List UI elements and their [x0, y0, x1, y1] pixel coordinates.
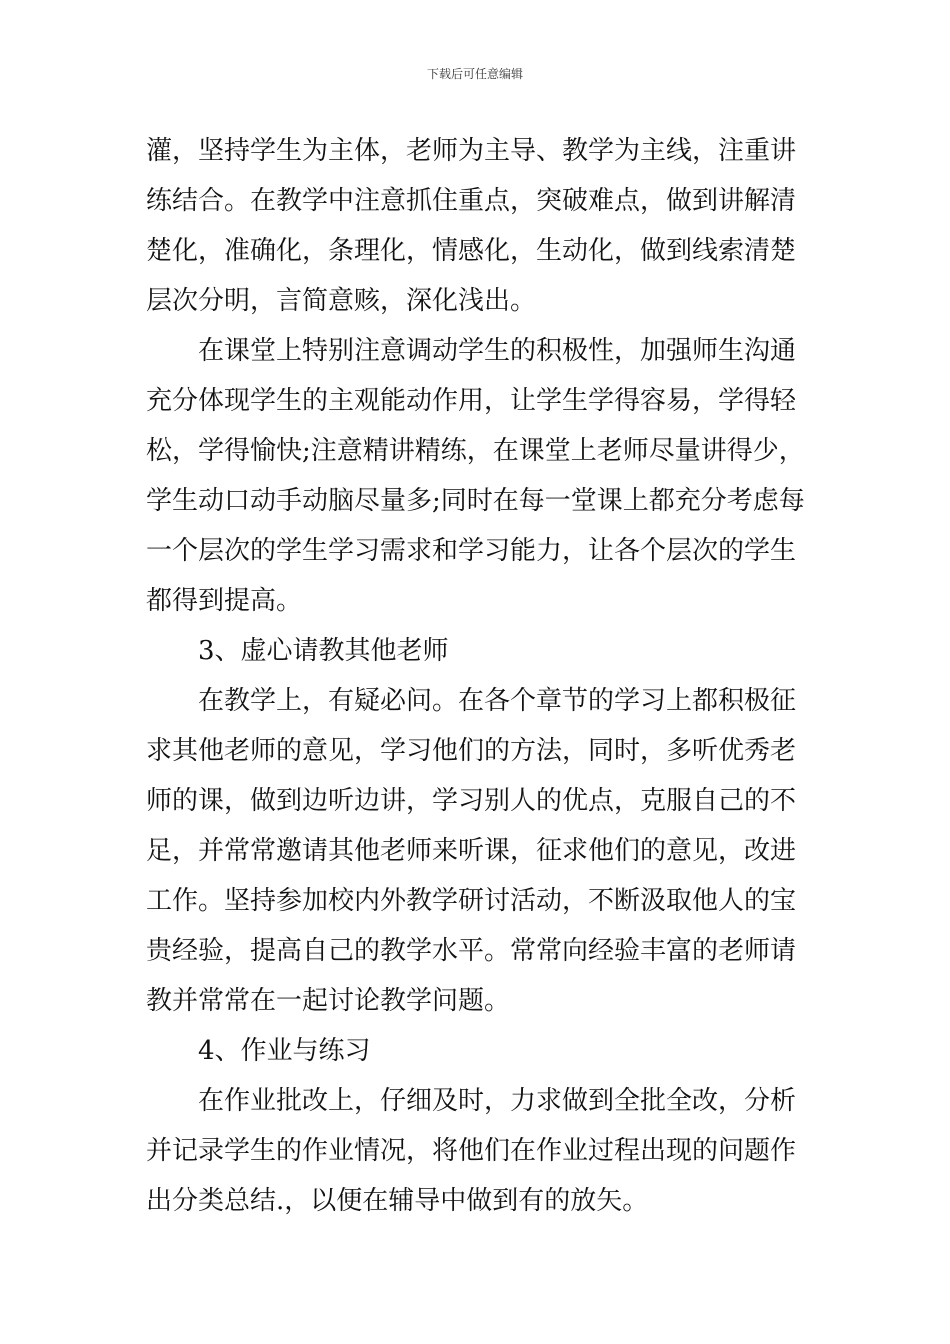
text-line: 在课堂上特别注意调动学生的积极性，加强师生沟通 [146, 336, 797, 366]
text-line: 一个层次的学生学习需求和学习能力，让各个层次的学生 [146, 536, 797, 566]
text-line: 学生动口动手动脑尽量多;同时在每一堂课上都充分考虑每 [146, 486, 805, 516]
section-heading-3 [146, 626, 816, 676]
text-line: 贵经验，提高自己的教学水平。常常向经验丰富的老师请 [146, 936, 797, 966]
text-line: 求其他老师的意见，学习他们的方法，同时，多听优秀老 [146, 736, 797, 766]
text-line: 并记录学生的作业情况，将他们在作业过程出现的问题作 [146, 1136, 797, 1166]
section-heading-text: 4、作业与练习 [146, 1036, 371, 1066]
paragraph-classroom-engagement [146, 326, 816, 626]
text-line: 在教学上，有疑必问。在各个章节的学习上都积极征 [146, 686, 797, 716]
text-line: 松，学得愉快;注意精讲精练，在课堂上老师尽量讲得少， [146, 436, 805, 466]
paragraph-teaching-method [146, 126, 816, 326]
text-line: 足，并常常邀请其他老师来听课，征求他们的意见，改进 [146, 836, 797, 866]
text-line: 层次分明，言简意赅，深化浅出。 [146, 286, 537, 316]
text-line: 在作业批改上，仔细及时，力求做到全批全改，分析 [146, 1086, 797, 1116]
text-line: 练结合。在教学中注意抓住重点，突破难点，做到讲解清 [146, 186, 797, 216]
text-line: 工作。坚持参加校内外教学研讨活动，不断汲取他人的宝 [146, 886, 797, 916]
paragraph-homework [146, 1076, 816, 1226]
text-line: 灌，坚持学生为主体，老师为主导、教学为主线，注重讲 [146, 136, 797, 166]
text-line: 都得到提高。 [146, 586, 303, 616]
paragraph-consult-teachers [146, 676, 816, 1026]
document-body [146, 126, 816, 1226]
text-line: 师的课，做到边听边讲，学习别人的优点，克服自己的不 [146, 786, 797, 816]
text-line: 楚化，准确化，条理化，情感化，生动化，做到线索清楚 [146, 236, 797, 266]
section-heading-4 [146, 1026, 816, 1076]
text-line: 出分类总结.，以便在辅导中做到有的放矢。 [146, 1186, 649, 1216]
text-line: 教并常常在一起讨论教学问题。 [146, 986, 511, 1016]
section-heading-text: 3、虚心请教其他老师 [146, 636, 449, 666]
header-note: 下载后可任意编辑 [426, 67, 523, 81]
text-line: 充分体现学生的主观能动作用，让学生学得容易，学得轻 [146, 386, 797, 416]
